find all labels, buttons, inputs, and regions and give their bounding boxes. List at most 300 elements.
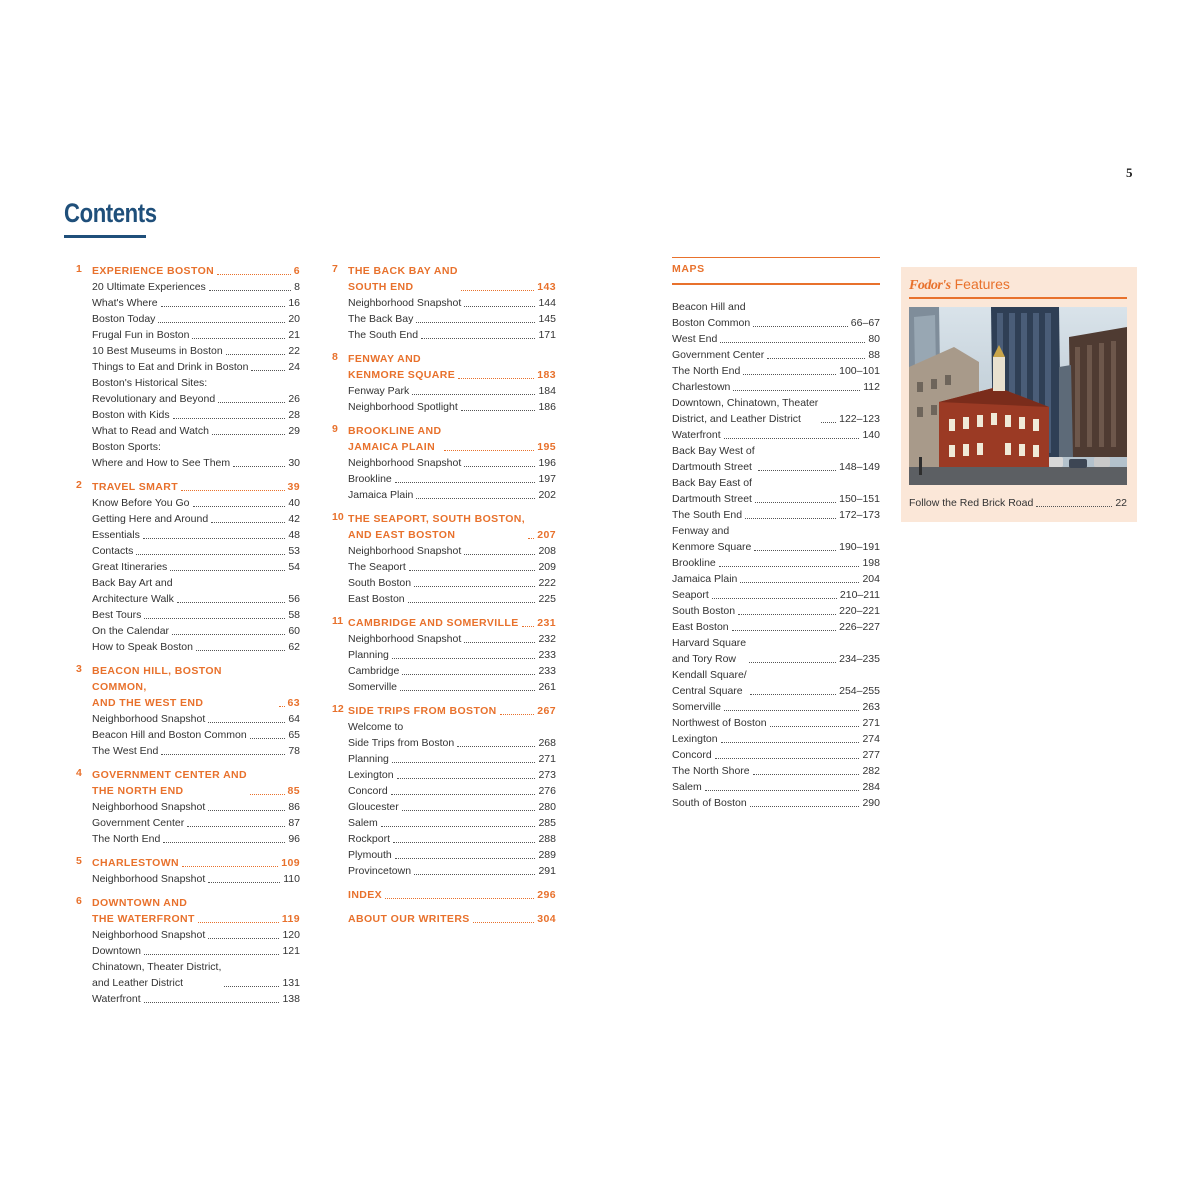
dot-leader	[753, 774, 860, 775]
toc-entry	[348, 327, 556, 343]
entry-title: Seaport	[672, 589, 709, 601]
chapter-page: 183	[537, 369, 556, 381]
entry-title: Back Bay West of Dartmouth Street	[672, 445, 755, 473]
dot-leader	[144, 954, 279, 955]
entry-page: 220–221	[839, 605, 880, 617]
entry-page: 28	[288, 409, 300, 421]
dot-leader	[163, 842, 285, 843]
entry-title: South of Boston	[672, 797, 747, 809]
toc-entry	[348, 631, 556, 647]
entry-title: East Boston	[672, 621, 729, 633]
dot-leader	[743, 374, 836, 375]
map-entry	[672, 699, 880, 715]
entry-page: 271	[862, 717, 880, 729]
chapter-title-row	[348, 263, 556, 295]
chapter-number: 2	[76, 479, 82, 491]
map-entry	[672, 299, 880, 331]
entry-page: 268	[538, 737, 556, 749]
entry-title: Lexington	[672, 733, 718, 745]
entry-title: Fenway Park	[348, 385, 410, 397]
dot-leader	[522, 626, 535, 627]
dot-leader	[143, 538, 285, 539]
chapter-title-row	[348, 703, 556, 719]
dot-leader	[193, 506, 286, 507]
chapter-title: SIDE TRIPS FROM BOSTON	[348, 705, 497, 717]
entry-page: 291	[538, 865, 556, 877]
chapter-number: 12	[332, 703, 344, 715]
chapter-body	[348, 511, 556, 607]
features-rule	[909, 297, 1127, 299]
map-entry	[672, 619, 880, 635]
entry-title: Boston Today	[92, 313, 156, 325]
chapter-title-row	[92, 479, 300, 495]
entry-page: 222	[538, 577, 556, 589]
entry-title: Getting Here and Around	[92, 513, 209, 525]
old-state-house-image	[909, 307, 1127, 485]
toc-entry	[92, 743, 300, 759]
toc-entry	[348, 847, 556, 863]
dot-leader	[414, 586, 535, 587]
entry-title: Contacts	[92, 545, 134, 557]
dot-leader	[393, 842, 535, 843]
chapter-page: 267	[537, 705, 556, 717]
chapter-body	[348, 615, 556, 695]
toc-entry	[348, 863, 556, 879]
entry-page: 288	[538, 833, 556, 845]
dot-leader	[208, 882, 280, 883]
title-underline	[64, 235, 146, 238]
dot-leader	[208, 938, 279, 939]
dot-leader	[385, 898, 534, 899]
dot-leader	[397, 778, 536, 779]
dot-leader	[409, 570, 536, 571]
chapter-block	[332, 511, 556, 607]
dot-leader	[161, 306, 286, 307]
dot-leader	[144, 1002, 280, 1003]
entry-page: 196	[538, 457, 556, 469]
dot-leader	[218, 402, 285, 403]
dot-leader	[172, 634, 285, 635]
toc-entry	[92, 295, 300, 311]
entry-title: Neighborhood Snapshot	[348, 545, 462, 557]
entry-title: South Boston	[348, 577, 412, 589]
entry-page: 26	[288, 393, 300, 405]
map-entry	[672, 427, 880, 443]
dot-leader	[712, 598, 837, 599]
chapter-block	[76, 767, 300, 847]
toc-entry	[92, 407, 300, 423]
dot-leader	[211, 522, 285, 523]
toc-entry	[348, 487, 556, 503]
entry-title: Neighborhood Spotlight	[348, 401, 458, 413]
dot-leader	[224, 986, 279, 987]
toc-entry	[92, 359, 300, 375]
entry-title: Cambridge	[348, 665, 400, 677]
toc-entry	[92, 727, 300, 743]
chapter-page: 296	[537, 889, 556, 901]
toc-entry	[92, 527, 300, 543]
features-entry-title: Follow the Red Brick Road	[909, 497, 1034, 509]
fodors-logo: Fodor's	[909, 278, 951, 293]
entry-page: 87	[288, 817, 300, 829]
dot-leader	[208, 722, 285, 723]
map-entry	[672, 443, 880, 475]
chapter-title-row	[348, 911, 556, 927]
entry-page: 271	[538, 753, 556, 765]
features-box	[901, 267, 1137, 522]
dot-leader	[770, 726, 860, 727]
chapter-title: CHARLESTOWN	[92, 857, 180, 869]
page-title: Contents	[64, 198, 157, 228]
dot-leader	[170, 570, 285, 571]
toc-entry	[348, 831, 556, 847]
entry-page: 64	[288, 713, 300, 725]
toc-entry	[92, 959, 300, 991]
entry-title: Things to Eat and Drink in Boston	[92, 361, 249, 373]
entry-page: 190–191	[839, 541, 880, 553]
toc-entry	[348, 559, 556, 575]
toc-entry	[92, 511, 300, 527]
entry-page: 274	[862, 733, 880, 745]
dot-leader	[250, 738, 286, 739]
toc-entry	[348, 767, 556, 783]
toc-entry	[348, 295, 556, 311]
entry-page: 86	[288, 801, 300, 813]
chapter-title-row	[92, 895, 300, 927]
dot-leader	[528, 538, 534, 539]
features-heading	[909, 276, 1010, 294]
dot-leader	[208, 810, 285, 811]
dot-leader	[381, 826, 536, 827]
dot-leader	[392, 762, 536, 763]
entry-page: 66–67	[850, 317, 880, 329]
entry-title: Downtown, Chinatown, Theater District, and Leather District	[672, 397, 819, 425]
toc-entry	[348, 399, 556, 415]
dot-leader	[753, 326, 848, 327]
chapter-page: 119	[281, 913, 300, 925]
entry-title: The West End	[92, 745, 159, 757]
entry-title: How to Speak Boston	[92, 641, 193, 653]
entry-page: 226–227	[839, 621, 880, 633]
dot-leader	[408, 602, 536, 603]
chapter-title: DOWNTOWN AND THE WATERFRONT	[92, 897, 195, 925]
chapter-number: 1	[76, 263, 82, 275]
entry-title: Northwest of Boston	[672, 717, 767, 729]
map-entry	[672, 363, 880, 379]
map-entry	[672, 731, 880, 747]
dot-leader	[250, 794, 285, 795]
chapter-title-row	[92, 767, 300, 799]
entry-page: 145	[538, 313, 556, 325]
dot-leader	[402, 674, 535, 675]
entry-page: 186	[538, 401, 556, 413]
entry-title: Neighborhood Snapshot	[348, 297, 462, 309]
entry-page: 80	[868, 333, 880, 345]
entry-title: Salem	[348, 817, 378, 829]
entry-title: Government Center	[672, 349, 765, 361]
toc-entry	[92, 815, 300, 831]
toc-entry	[92, 575, 300, 607]
map-entry	[672, 667, 880, 699]
entry-page: 122–123	[839, 413, 880, 425]
entry-title: Boston with Kids	[92, 409, 170, 421]
entry-page: 202	[538, 489, 556, 501]
entry-title: Concord	[348, 785, 388, 797]
maps-top-rule	[672, 257, 880, 258]
dot-leader	[750, 694, 836, 695]
maps-list	[672, 299, 880, 811]
chapter-title-row	[348, 511, 556, 543]
chapter-title-row	[348, 615, 556, 631]
entry-page: 285	[538, 817, 556, 829]
chapter-title-row	[348, 423, 556, 455]
toc-entry	[348, 311, 556, 327]
entry-page: 208	[538, 545, 556, 557]
dot-leader	[705, 790, 860, 791]
dot-leader	[158, 322, 285, 323]
entry-page: 280	[538, 801, 556, 813]
dot-leader	[464, 466, 535, 467]
chapter-title-row	[92, 263, 300, 279]
features-entry-page: 22	[1115, 497, 1127, 509]
entry-page: 54	[288, 561, 300, 573]
entry-title: What's Where	[92, 297, 158, 309]
entry-page: 282	[862, 765, 880, 777]
entry-page: 209	[538, 561, 556, 573]
dot-leader	[198, 922, 279, 923]
dot-leader	[767, 358, 865, 359]
entry-title: Lexington	[348, 769, 394, 781]
chapter-block	[332, 423, 556, 503]
toc-entry	[348, 719, 556, 751]
dot-leader	[187, 826, 285, 827]
dot-leader	[402, 810, 536, 811]
map-entry	[672, 379, 880, 395]
entry-title: Jamaica Plain	[348, 489, 414, 501]
entry-page: 144	[538, 297, 556, 309]
entry-page: 30	[288, 457, 300, 469]
entry-page: 22	[288, 345, 300, 357]
toc-entry	[92, 495, 300, 511]
dot-leader	[144, 618, 285, 619]
chapter-title: THE SEAPORT, SOUTH BOSTON, AND EAST BOSTON	[348, 513, 526, 541]
entry-page: 60	[288, 625, 300, 637]
chapter-title-row	[348, 887, 556, 903]
entry-page: 138	[282, 993, 300, 1005]
toc-entry	[92, 375, 300, 407]
toc-entry	[92, 943, 300, 959]
entry-title: The Back Bay	[348, 313, 414, 325]
entry-title: Gloucester	[348, 801, 399, 813]
chapter-page: 195	[537, 441, 556, 453]
chapter-block	[76, 663, 300, 759]
chapter-block	[332, 911, 556, 927]
chapter-title-row	[92, 663, 300, 711]
toc-entry	[92, 423, 300, 439]
entry-title: Best Tours	[92, 609, 142, 621]
chapter-page: 231	[537, 617, 556, 629]
map-entry	[672, 331, 880, 347]
chapter-number: 5	[76, 855, 82, 867]
toc-entry	[92, 343, 300, 359]
entry-page: 16	[288, 297, 300, 309]
entry-title: Neighborhood Snapshot	[92, 929, 206, 941]
contents-column-1	[76, 263, 300, 1015]
chapter-title-row	[92, 855, 300, 871]
map-entry	[672, 395, 880, 427]
chapter-page: 304	[537, 913, 556, 925]
entry-title: Back Bay East of Dartmouth Street	[672, 477, 752, 505]
dot-leader	[755, 502, 836, 503]
entry-title: West End	[672, 333, 718, 345]
map-entry	[672, 715, 880, 731]
toc-entry	[92, 327, 300, 343]
chapter-body	[348, 703, 556, 879]
entry-page: 53	[288, 545, 300, 557]
entry-title: Essentials	[92, 529, 140, 541]
chapter-title: GOVERNMENT CENTER AND THE NORTH END	[92, 769, 248, 797]
chapter-number: 9	[332, 423, 338, 435]
entry-title: Waterfront	[92, 993, 141, 1005]
entry-title: The South End	[348, 329, 419, 341]
entry-page: 225	[538, 593, 556, 605]
dot-leader	[212, 434, 285, 435]
dot-leader	[182, 866, 278, 867]
dot-leader	[412, 394, 535, 395]
chapter-number: 4	[76, 767, 82, 779]
dot-leader	[464, 642, 535, 643]
chapter-body	[92, 663, 300, 759]
chapter-block	[76, 855, 300, 887]
map-entry	[672, 603, 880, 619]
map-entry	[672, 587, 880, 603]
dot-leader	[720, 342, 865, 343]
dot-leader	[421, 338, 535, 339]
dot-leader	[251, 370, 285, 371]
map-entry	[672, 347, 880, 363]
dot-leader	[209, 290, 291, 291]
map-entry	[672, 475, 880, 507]
dot-leader	[461, 290, 534, 291]
entry-title: The North End	[672, 365, 741, 377]
entry-page: 56	[288, 593, 300, 605]
dot-leader	[464, 554, 535, 555]
chapter-number: 11	[332, 615, 344, 627]
entry-title: Somerville	[348, 681, 398, 693]
entry-title: Harvard Square and Tory Row	[672, 637, 747, 665]
toc-entry	[348, 591, 556, 607]
features-label: Features	[954, 276, 1010, 292]
entry-page: 140	[862, 429, 880, 441]
chapter-page: 109	[281, 857, 300, 869]
dot-leader	[738, 614, 836, 615]
chapter-body	[92, 895, 300, 1007]
entry-page: 276	[538, 785, 556, 797]
entry-page: 42	[288, 513, 300, 525]
entry-title: Beacon Hill and Boston Common	[672, 301, 751, 329]
dot-leader	[391, 794, 536, 795]
toc-entry	[92, 623, 300, 639]
toc-entry	[92, 711, 300, 727]
dot-leader	[233, 466, 285, 467]
map-entry	[672, 571, 880, 587]
entry-page: 121	[282, 945, 300, 957]
chapter-number: 7	[332, 263, 338, 275]
dot-leader	[458, 378, 534, 379]
chapter-block	[332, 887, 556, 903]
entry-title: Charlestown	[672, 381, 731, 393]
entry-title: Plymouth	[348, 849, 392, 861]
map-entry	[672, 507, 880, 523]
dot-leader	[473, 922, 535, 923]
toc-entry	[92, 607, 300, 623]
map-entry	[672, 555, 880, 571]
toc-entry	[348, 679, 556, 695]
chapter-title: FENWAY AND KENMORE SQUARE	[348, 353, 456, 381]
entry-page: 110	[283, 873, 300, 885]
dot-leader	[173, 418, 286, 419]
chapter-block	[76, 263, 300, 471]
entry-page: 120	[282, 929, 300, 941]
dot-leader	[461, 410, 536, 411]
dot-leader	[724, 710, 859, 711]
dot-leader	[721, 742, 860, 743]
toc-entry	[92, 871, 300, 887]
entry-page: 254–255	[839, 685, 880, 697]
dot-leader	[217, 274, 291, 275]
entry-title: Welcome to Side Trips from Boston	[348, 721, 455, 749]
entry-page: 62	[288, 641, 300, 653]
entry-page: 96	[288, 833, 300, 845]
toc-entry	[92, 311, 300, 327]
entry-title: Government Center	[92, 817, 185, 829]
entry-page: 171	[538, 329, 556, 341]
chapter-block	[332, 351, 556, 415]
entry-page: 290	[862, 797, 880, 809]
entry-title: Concord	[672, 749, 712, 761]
chapter-body	[92, 767, 300, 847]
toc-entry	[348, 471, 556, 487]
entry-page: 150–151	[839, 493, 880, 505]
chapter-number: 10	[332, 511, 344, 523]
entry-title: Brookline	[348, 473, 392, 485]
entry-page: 289	[538, 849, 556, 861]
features-entry	[909, 495, 1127, 511]
entry-title: Fenway and Kenmore Square	[672, 525, 752, 553]
chapter-body	[348, 423, 556, 503]
entry-title: Boston Sports: Where and How to See Them	[92, 441, 231, 469]
dot-leader	[395, 482, 536, 483]
dot-leader	[733, 390, 860, 391]
chapter-block	[76, 479, 300, 655]
dot-leader	[226, 354, 286, 355]
dot-leader	[395, 858, 536, 859]
entry-title: Jamaica Plain	[672, 573, 738, 585]
dot-leader	[181, 490, 284, 491]
entry-title: Provincetown	[348, 865, 412, 877]
entry-title: Back Bay Art and Architecture Walk	[92, 577, 174, 605]
entry-page: 172–173	[839, 509, 880, 521]
chapter-body	[348, 911, 556, 927]
entry-page: 8	[294, 281, 300, 293]
toc-entry	[92, 559, 300, 575]
toc-entry	[92, 439, 300, 471]
dot-leader	[719, 566, 860, 567]
toc-entry	[92, 543, 300, 559]
entry-page: 261	[538, 681, 556, 693]
entry-title: Waterfront	[672, 429, 721, 441]
entry-page: 88	[868, 349, 880, 361]
